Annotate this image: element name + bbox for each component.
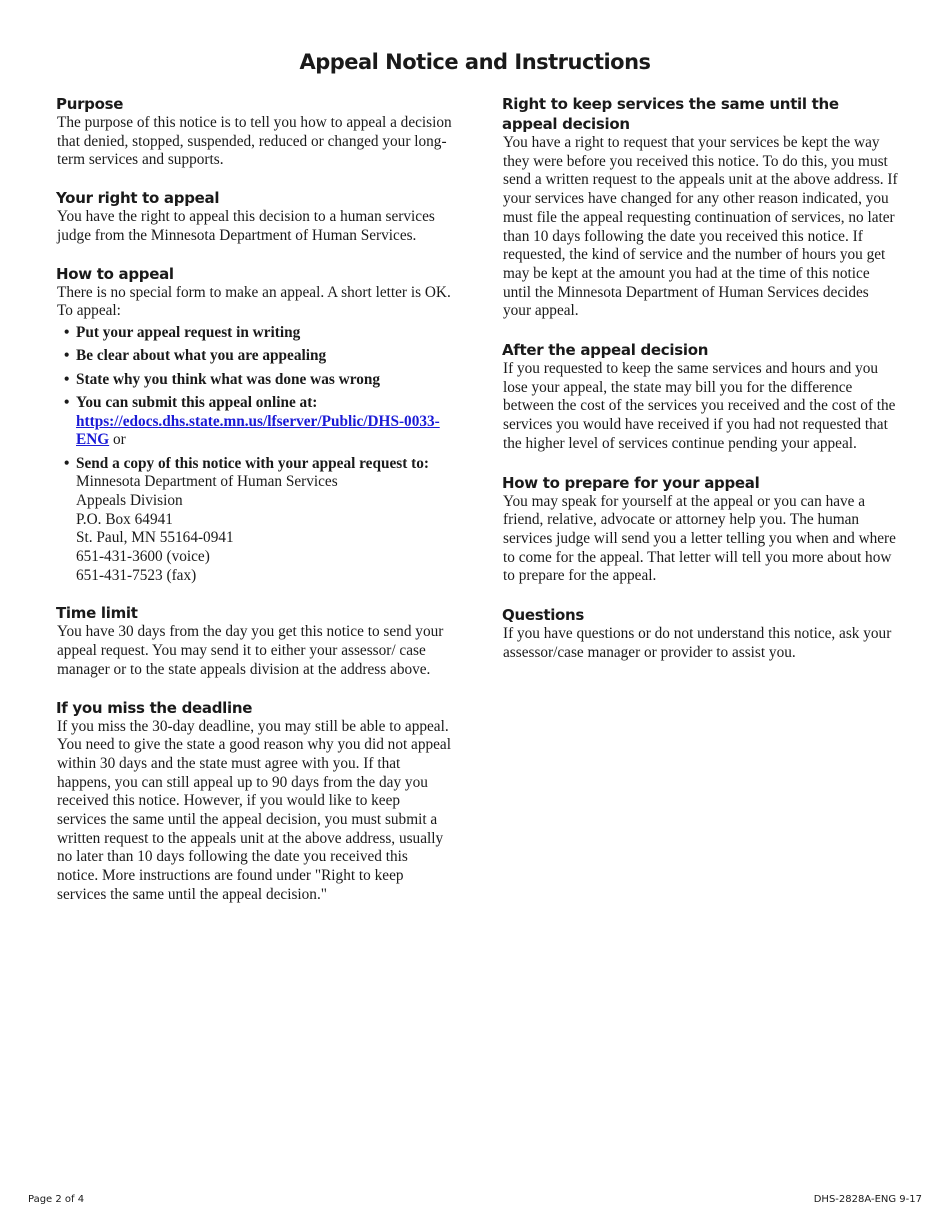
right-to-appeal-body: You have the right to appeal this decision to a human services judge from the Minnesota Department of Human Services. (57, 208, 435, 244)
how-to-appeal-heading: How to appeal (56, 264, 174, 283)
prepare-heading: How to prepare for your appeal (502, 473, 760, 492)
mail-label: Send a copy of this notice with your appeal request to: (76, 454, 429, 472)
questions-body: If you have questions or do not understand this notice, ask your assessor/case manager or provider to assist you. (503, 625, 892, 661)
address-line: 651-431-7523 (fax) (76, 566, 197, 584)
section-after-decision (503, 340, 898, 454)
mailing-address (76, 473, 452, 585)
after-decision-heading: After the appeal decision (502, 341, 709, 360)
questions-heading: Questions (502, 606, 585, 625)
address-line: P.O. Box 64941 (76, 510, 173, 528)
miss-deadline-body: If you miss the 30-day deadline, you may still be able to appeal. You need to give the state a good reason why you did not appeal within 30 days and the state must agree with you. If that happens, you can still appeal up to 90 days from the day you received this notice. However, if you would like to keep services the same until the appeal decision, you must submit a written request to the appeals unit at the above address, usually no later than 10 days following the date you received this notice. More instructions are found under "Right to keep services the same until the appeal decision." (57, 717, 451, 903)
miss-deadline-heading: If you miss the deadline (56, 698, 253, 717)
section-how-to-appeal (57, 264, 452, 586)
time-limit-body: You have 30 days from the day you get this notice to send your appeal request. You may send it to either your assessor/ case manager or to the state appeals division at the address above. (57, 623, 444, 678)
page-number: Page 2 of 4 (28, 1194, 85, 1205)
form-id: DHS-2828A-ENG 9-17 (813, 1194, 922, 1205)
how-to-appeal-intro: There is no special form to make an appeal. A short letter is OK. To appeal: (57, 283, 451, 320)
section-purpose (57, 94, 452, 170)
section-time-limit (57, 603, 452, 679)
time-limit-heading: Time limit (56, 604, 138, 623)
section-miss-deadline (57, 698, 452, 905)
section-questions (503, 605, 898, 662)
online-suffix: or (109, 431, 126, 449)
page-title: Appeal Notice and Instructions (299, 50, 651, 74)
list-item: • State why you think what was done was wrong (57, 371, 452, 390)
prepare-body: You may speak for yourself at the appeal or you can have a friend, relative, advocate or attorney help you. The human services judge will send you a letter telling you when and where to come for the appeal. That letter will tell you more about how to prepare for the appeal. (503, 492, 896, 585)
online-appeal-link[interactable]: https://edocs.dhs.state.mn.us/lfserver/Public/DHS-0033-ENG (76, 412, 440, 449)
right-to-appeal-heading: Your right to appeal (56, 189, 220, 208)
right-column (503, 94, 898, 681)
address-line: 651-431-3600 (voice) (76, 548, 210, 566)
list-item-online (57, 394, 452, 450)
list-item: • Be clear about what you are appealing (57, 347, 452, 366)
online-label: You can submit this appeal online at: (76, 393, 318, 411)
list-item: • Put your appeal request in writing (57, 324, 452, 343)
section-right-to-appeal (57, 188, 452, 245)
address-line: Minnesota Department of Human Services (76, 473, 338, 491)
list-item-mail (57, 455, 452, 586)
section-prepare (503, 473, 898, 587)
keep-services-heading: Right to keep services the same until the appeal decision (502, 95, 839, 133)
address-line: Appeals Division (76, 491, 183, 509)
purpose-heading: Purpose (56, 95, 124, 113)
keep-services-body: You have a right to request that your services be kept the way they were before you received this notice. To do this, you must send a written request to the appeals unit at the above address. If your services have changed for any other reason indicated, you must file the appeal requesting continuation of services, no later than 10 days following the date you received this notice. If requested, the kind of service and the number of hours you get may be kept at the amount you had at the time of this notice until the Minnesota Department of Human Services decides your appeal. (503, 134, 898, 320)
appeal-steps-list (57, 324, 452, 586)
left-column (57, 94, 452, 923)
address-line: St. Paul, MN 55164-0941 (76, 529, 234, 547)
section-keep-services (503, 94, 898, 321)
after-decision-body: If you requested to keep the same services and hours and you lose your appeal, the state may bill you for the difference between the cost of the services you received and the cost of the services you would have received if you had not requested that the higher level of services continue pending your appeal. (503, 360, 896, 452)
purpose-body: The purpose of this notice is to tell you how to appeal a decision that denied, stopped, suspended, reduced or changed your long-term services and supports. (57, 114, 452, 169)
